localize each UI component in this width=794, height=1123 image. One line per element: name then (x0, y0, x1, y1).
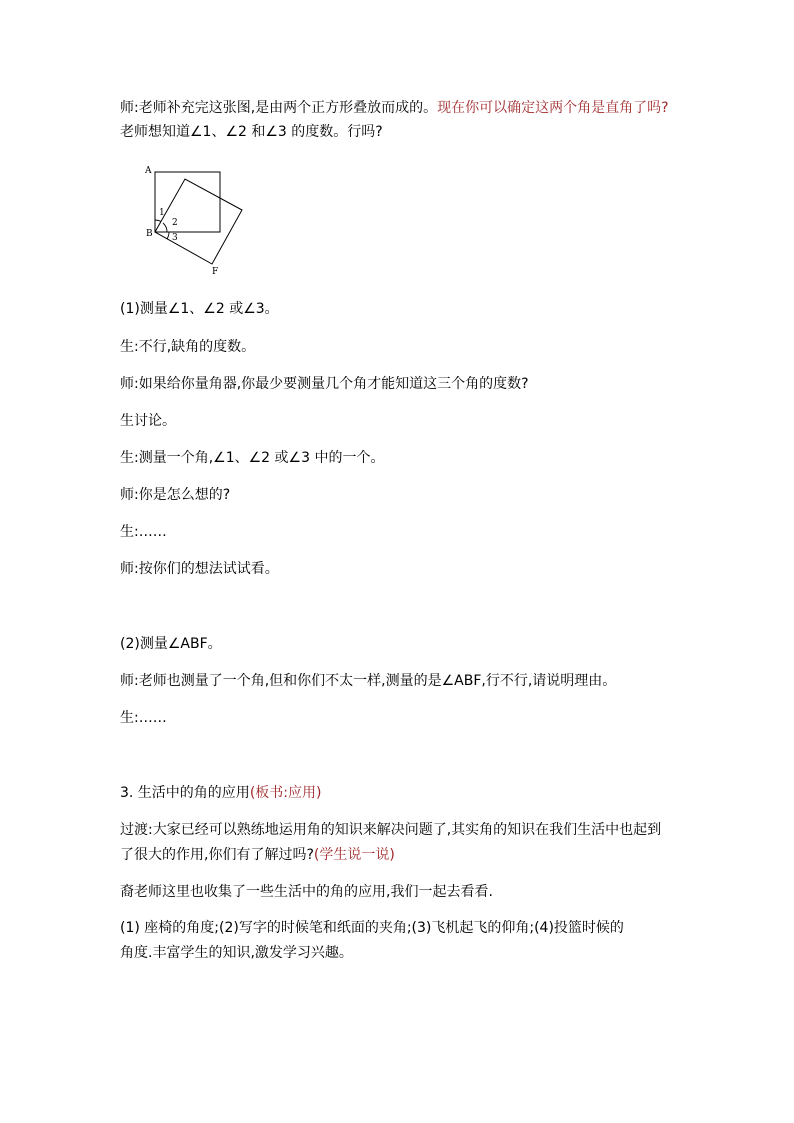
examples-list-line-2: 角度.丰富学生的知识,激发学习兴趣。 (120, 945, 353, 961)
angle-arc-1 (155, 220, 161, 222)
teacher-supplement-text: 师:老师补充完这张图,是由两个正方形叠放而成的。 (120, 100, 438, 116)
teacher-how-question: 师:你是怎么想的? (120, 487, 231, 503)
upright-square (155, 172, 220, 232)
student-measure-one-angle: 生:测量一个角,∠1、∠2 或∠3 中的一个。 (120, 450, 385, 466)
step-measure-abf: (2)测量∠ABF。 (120, 636, 222, 652)
blackboard-note: (板书:应用) (249, 785, 322, 801)
angle-arc-3 (167, 232, 169, 239)
rotated-square (155, 179, 242, 264)
right-angle-question: 现在你可以确定这两个角是直角了吗? (437, 100, 669, 116)
paragraph-teacher-supplement (120, 98, 669, 118)
student-discussion: 生讨论。 (120, 413, 176, 429)
angle-label-2: 2 (172, 218, 178, 228)
vertex-label-a: A (145, 166, 152, 176)
student-talk-note: (学生说一说) (313, 847, 395, 863)
transition-question-text: 了很大的作用,你们有了解过吗? (120, 847, 314, 863)
paragraph-angle-question: 老师想知道∠1、∠2 和∠3 的度数。行吗? (120, 124, 383, 140)
angle-arc-2 (163, 223, 167, 232)
vertex-label-b: B (146, 229, 153, 239)
teacher-protractor-question: 师:如果给你量角器,你最少要测量几个角才能知道这三个角的度数? (120, 376, 529, 392)
transition-paragraph-line-1: 过渡:大家已经可以熟练地运用角的知识来解决问题了,其实角的知识在我们生活中也起到 (120, 822, 662, 838)
vertex-label-f: F (212, 267, 219, 277)
transition-paragraph-line-2 (120, 845, 395, 865)
two-squares-figure (140, 162, 255, 280)
section-heading-angle-applications (120, 783, 321, 803)
angle-label-3: 3 (172, 233, 178, 243)
angle-label-1: 1 (159, 208, 165, 218)
overlapping-squares-diagram (140, 162, 255, 280)
teacher-try-it: 师:按你们的想法试试看。 (120, 561, 279, 577)
teacher-collected-examples: 裔老师这里也收集了一些生活中的角的应用,我们一起去看看. (120, 884, 493, 900)
student-ellipsis-2: 生:…… (120, 710, 167, 726)
section-heading-text: 3. 生活中的角的应用 (120, 785, 250, 801)
student-ellipsis-1: 生:…… (120, 524, 167, 540)
teacher-abf-question: 师:老师也测量了一个角,但和你们不太一样,测量的是∠ABF,行不行,请说明理由。 (120, 673, 617, 689)
student-reply-missing-angle: 生:不行,缺角的度数。 (120, 339, 256, 355)
examples-list-line-1: (1) 座椅的角度;(2)写字的时候笔和纸面的夹角;(3)飞机起飞的仰角;(4)投篮时候的 (120, 920, 624, 936)
step-measure-angles: (1)测量∠1、∠2 或∠3。 (120, 301, 279, 317)
